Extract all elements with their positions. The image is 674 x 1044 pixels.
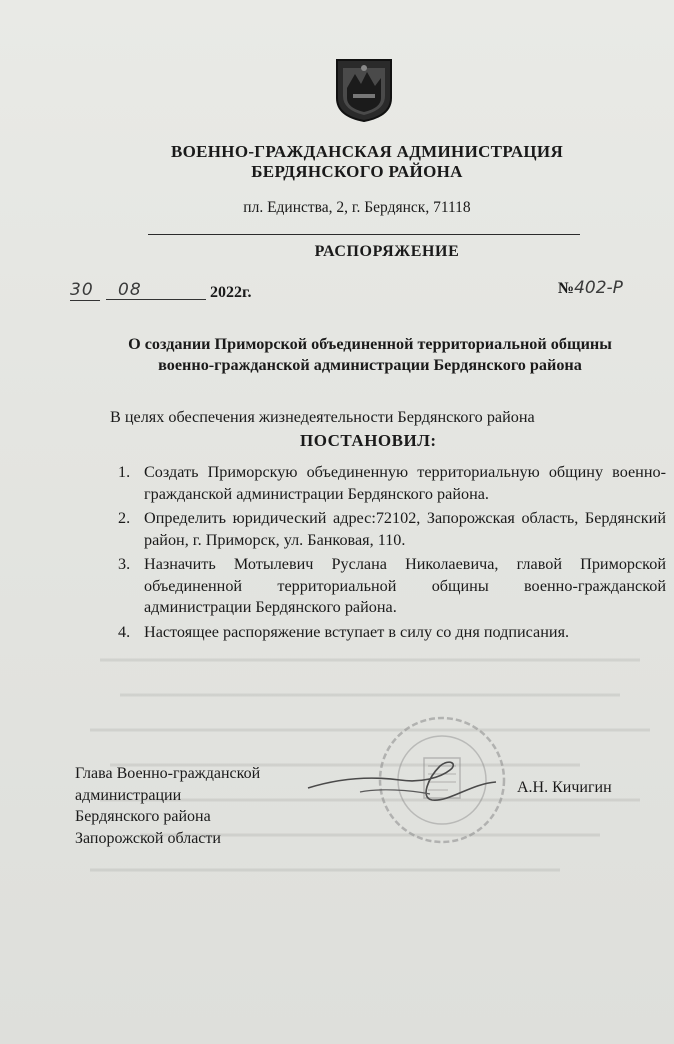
item-text: Настоящее распоряжение вступает в силу со дня подписания.: [144, 622, 570, 641]
resolution-item: [118, 508, 666, 551]
coat-of-arms-icon: [331, 58, 397, 122]
resolution-item: [118, 622, 666, 644]
item-text: Определить юридический адрес:72102, Запорожская область, Бердянский район, г. Приморск, ул. Банковая, 110.: [144, 509, 666, 549]
organization-name-line2: БЕРДЯНСКОГО РАЙОНА: [251, 162, 463, 181]
item-text: Создать Приморскую объединенную территориальную общину военно-гражданской администрации Бердянского района.: [144, 463, 666, 503]
organization-address: пл. Единства, 2, г. Бердянск, 71118: [243, 199, 471, 216]
signatory-title-line: Глава Военно-гражданской: [75, 765, 261, 782]
signatory-title-line: Запорожской области: [75, 829, 221, 847]
resolved-heading: ПОСТАНОВИЛ:: [300, 431, 437, 450]
signatory-title-line: Бердянского района: [75, 808, 211, 825]
handwritten-signature-icon: [300, 748, 510, 828]
item-number: 4.: [118, 622, 131, 641]
organization-name-line1: ВОЕННО-ГРАЖДАНСКАЯ АДМИНИСТРАЦИЯ: [170, 142, 564, 161]
header-divider: [148, 234, 580, 235]
signatory-name: А.Н. Кичигин: [517, 779, 612, 796]
subject-line2: военно-гражданской администрации Бердянского района: [158, 356, 582, 374]
intro-paragraph: В целях обеспечения жизнедеятельности Бердянского района: [110, 408, 535, 426]
document-number: [558, 278, 623, 298]
number-value: 402-Р: [574, 278, 623, 298]
resolution-item: [118, 554, 666, 619]
number-prefix: №: [558, 280, 575, 297]
document-subject: [100, 334, 640, 376]
item-number: 1.: [118, 463, 131, 481]
date-year: 2022г.: [210, 284, 252, 301]
item-number: 2.: [118, 509, 131, 527]
signatory-title-line: администрации: [75, 786, 182, 804]
signatory-title: [75, 763, 260, 849]
item-text: Назначить Мотылевич Руслана Николаевича, главой Приморской объединенной территориальной общины военно-гражданской администрации Бердянского района.: [144, 555, 666, 616]
item-number: 3.: [118, 555, 131, 573]
date-day: 30: [70, 280, 100, 301]
document-type-title: РАСПОРЯЖЕНИЕ: [314, 243, 460, 260]
subject-line1: О создании Приморской объединенной территориальной общины: [128, 335, 612, 353]
date-month: 08: [106, 280, 206, 300]
resolution-item: [118, 462, 666, 505]
resolution-items: [118, 462, 666, 646]
